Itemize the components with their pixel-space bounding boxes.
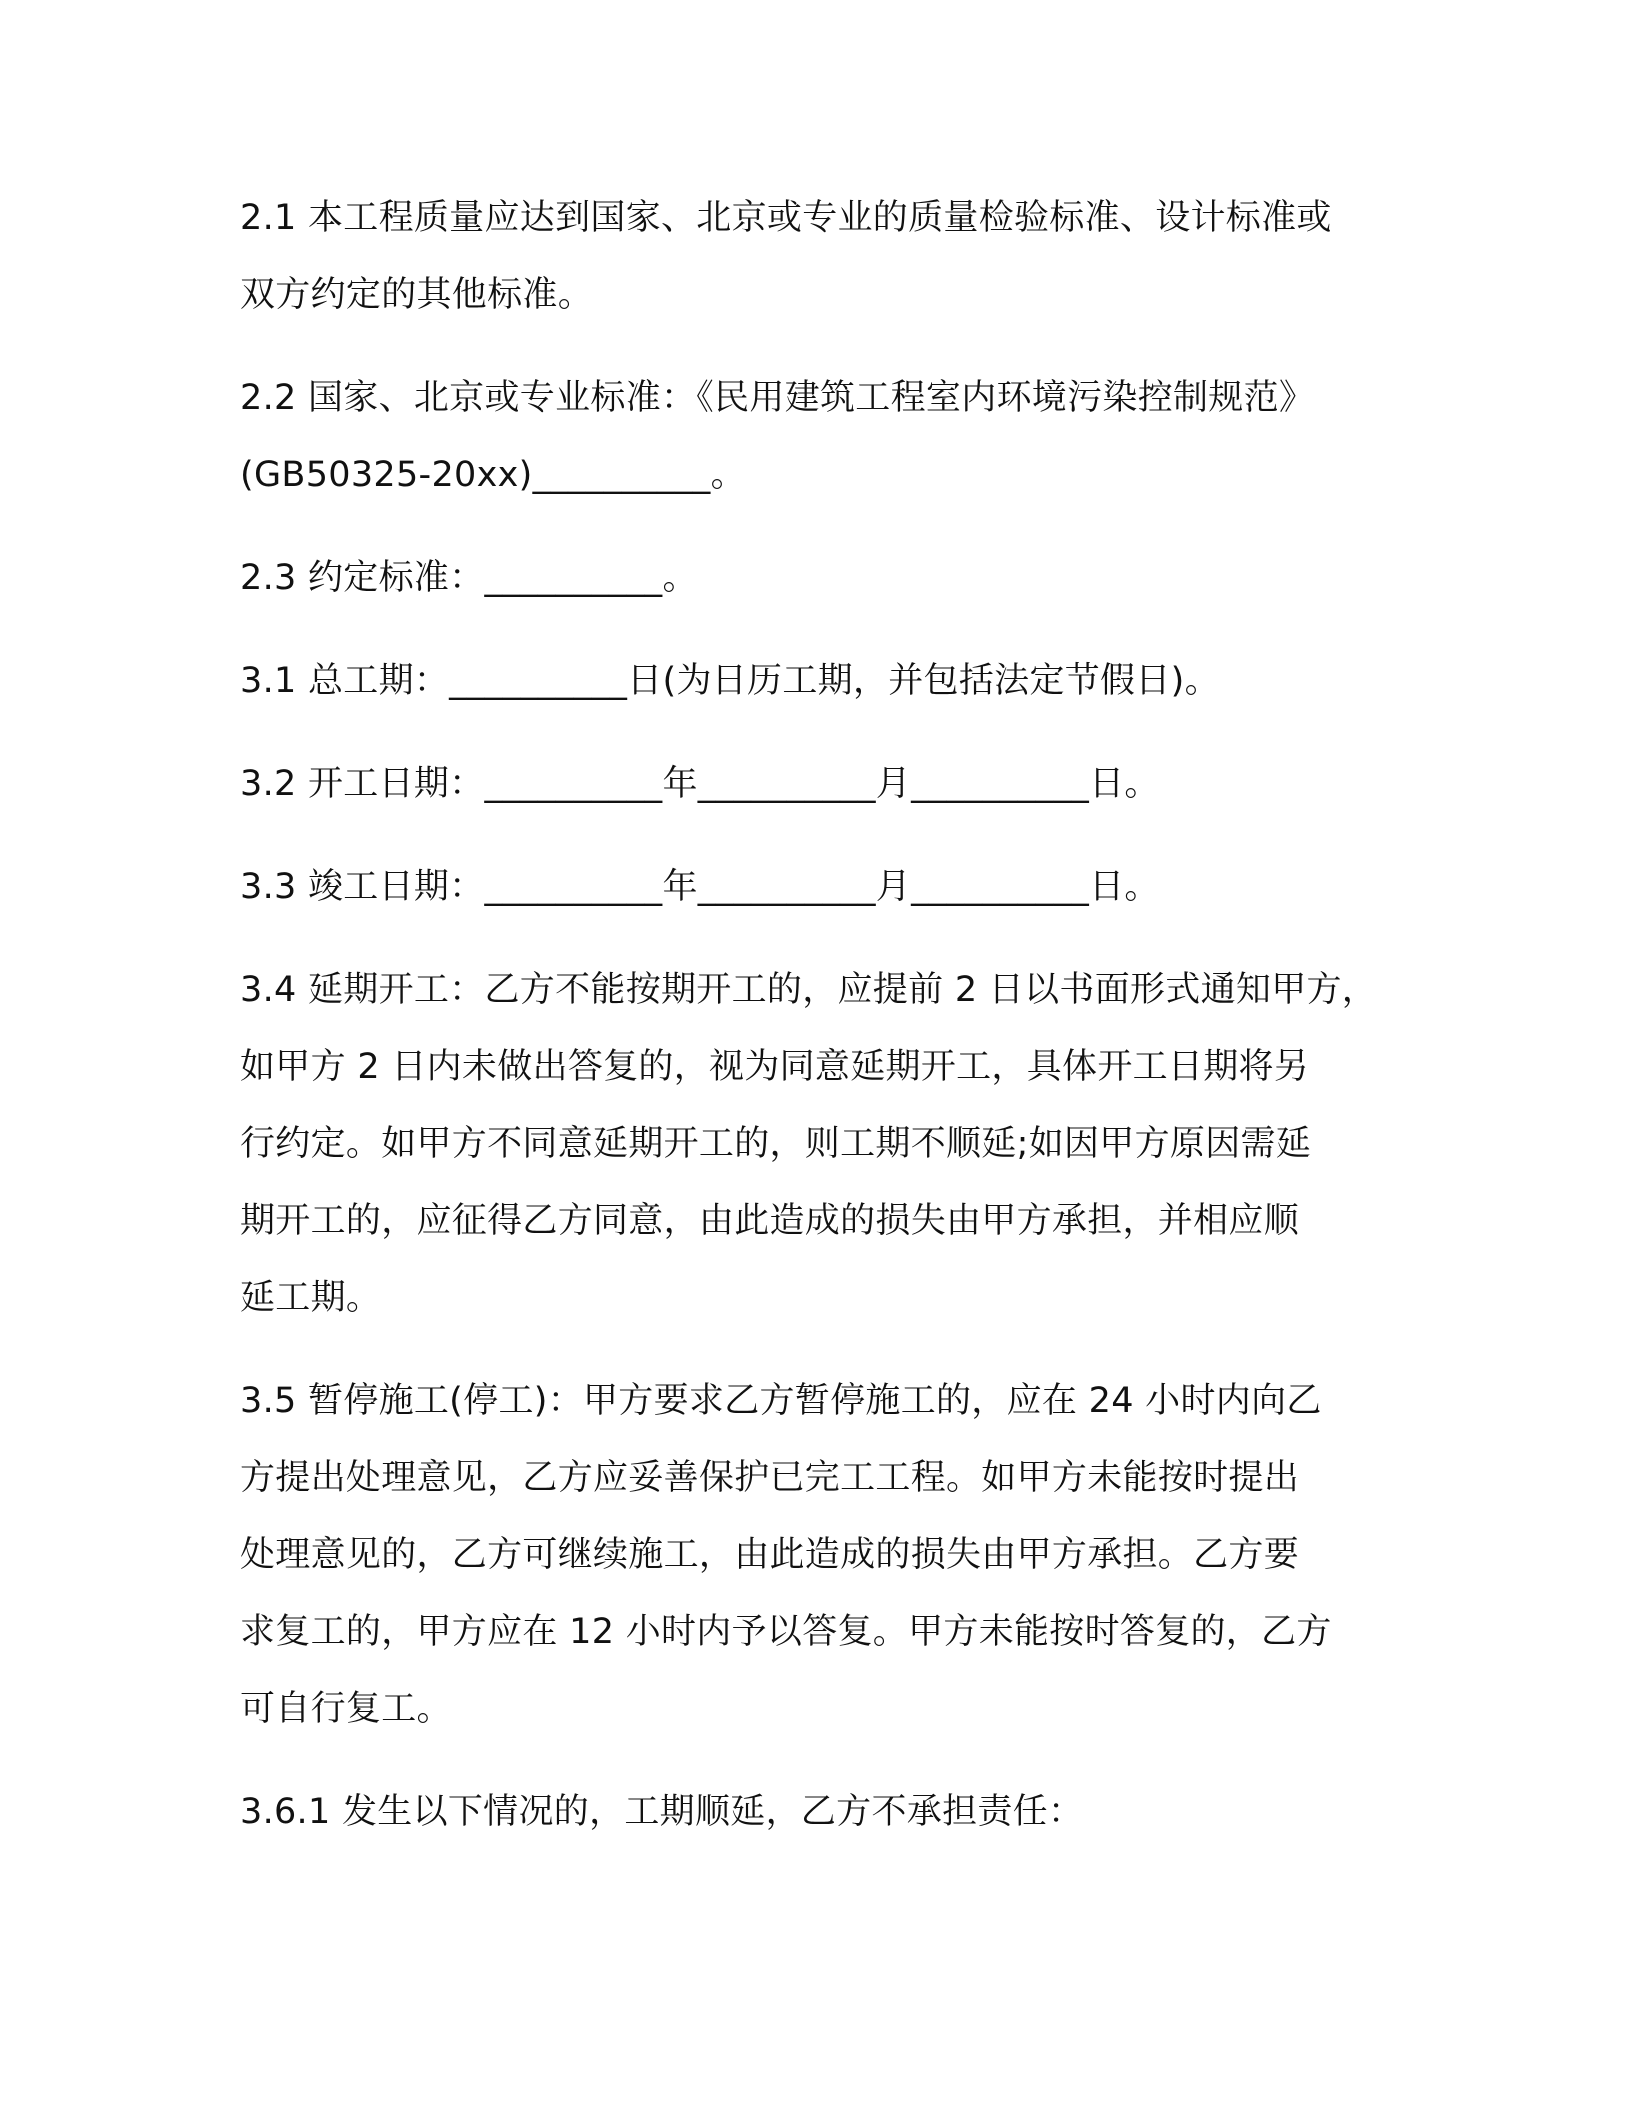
clause-line: 延工期。	[240, 1278, 382, 1318]
clause-line: 行约定。如甲方不同意延期开工的，则工期不顺延;如因甲方原因需延	[240, 1124, 1312, 1164]
clause-line: 3.4 延期开工：乙方不能按期开工的，应提前 2 日以书面形式通知甲方，	[240, 970, 1378, 1010]
document-body	[240, 180, 1410, 1877]
clause-3-6-1	[240, 1774, 1410, 1851]
clause-line: 3.2 开工日期：__________年__________月__________日。	[240, 764, 1160, 804]
clause-line: 2.3 约定标准：__________。	[240, 558, 698, 598]
clause-2-1	[240, 180, 1410, 334]
clause-line: 方提出处理意见，乙方应妥善保护已完工工程。如甲方未能按时提出	[240, 1458, 1300, 1498]
clause-line: 3.3 竣工日期：__________年__________月__________日。	[240, 867, 1160, 907]
clause-line: 如甲方 2 日内未做出答复的，视为同意延期开工，具体开工日期将另	[240, 1047, 1310, 1087]
clause-2-2	[240, 360, 1410, 514]
clause-3-4	[240, 952, 1410, 1337]
clause-3-2	[240, 746, 1410, 823]
clause-3-5	[240, 1363, 1410, 1748]
clause-line: 2.1 本工程质量应达到国家、北京或专业的质量检验标准、设计标准或	[240, 198, 1332, 238]
clause-line: 3.1 总工期：__________日(为日历工期，并包括法定节假日)。	[240, 661, 1220, 701]
clause-line: 处理意见的，乙方可继续施工，由此造成的损失由甲方承担。乙方要	[240, 1535, 1300, 1575]
clause-line: 可自行复工。	[240, 1689, 452, 1729]
clause-line: 期开工的，应征得乙方同意，由此造成的损失由甲方承担，并相应顺	[240, 1201, 1300, 1241]
clause-2-3	[240, 540, 1410, 617]
clause-line: 3.5 暂停施工(停工)：甲方要求乙方暂停施工的，应在 24 小时内向乙	[240, 1381, 1322, 1421]
clause-line: 双方约定的其他标准。	[240, 275, 594, 315]
clause-3-3	[240, 849, 1410, 926]
clause-line: 2.2 国家、北京或专业标准：《民用建筑工程室内环境污染控制规范》	[240, 378, 1315, 418]
clause-line: 求复工的，甲方应在 12 小时内予以答复。甲方未能按时答复的，乙方	[240, 1612, 1332, 1652]
clause-line: 3.6.1 发生以下情况的，工期顺延，乙方不承担责任：	[240, 1792, 1084, 1832]
clause-line: (GB50325-20xx)__________。	[240, 455, 746, 495]
clause-3-1	[240, 643, 1410, 720]
